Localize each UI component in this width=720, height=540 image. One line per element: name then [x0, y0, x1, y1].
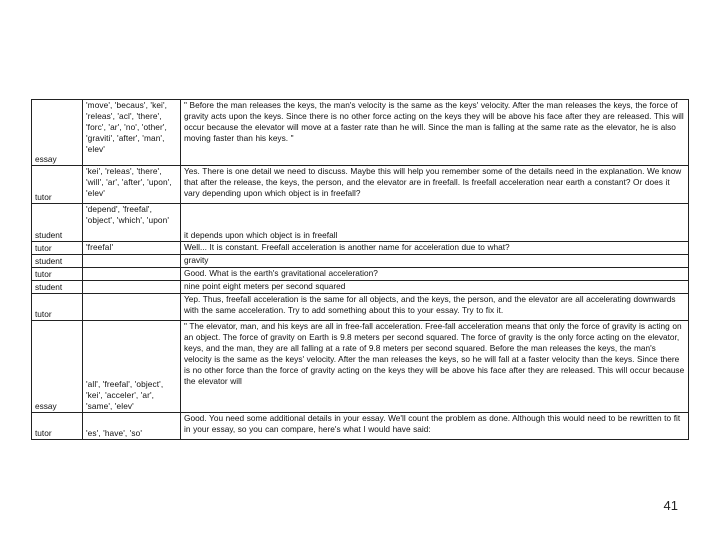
keywords-cell: 'es', 'have', 'so' — [83, 413, 181, 440]
utterance-cell: Yep. Thus, freefall acceleration is the same for all objects, and the keys, the person, and the elevator are all accelerating downwards with the same acceleration. Try to add something about this to your essay. Try to fix it. — [181, 294, 689, 321]
keywords-cell — [83, 294, 181, 321]
role-cell: tutor — [32, 413, 83, 440]
table-row — [32, 321, 689, 413]
utterance-cell: " The elevator, man, and his keys are all in free-fall acceleration. Free-fall acceleration means that only the force of gravity is acting on an object. The force of gravity on Earth is 9.8 meters per second squared. The force of gravity is the only force acting on the elevator, keys, and the man, they are all falling at a rate of 9.8 meters per second squared. Before the man releases the keys, the man's velocity is the same as the keys' velocity. After the man releases the keys, so he will fall at a faster velocity than the keys. Since there is no other force than the force of gravity acting on the keys they will be above his face after they are released. This will occur because the elevator will — [181, 321, 689, 413]
utterance-cell: nine point eight meters per second squared — [181, 281, 689, 294]
utterance-cell: it depends upon which object is in freefall — [181, 204, 689, 242]
table-row — [32, 294, 689, 321]
role-cell: student — [32, 204, 83, 242]
role-cell: student — [32, 255, 83, 268]
table-row — [32, 413, 689, 440]
role-cell: tutor — [32, 242, 83, 255]
keywords-cell: 'all', 'freefal', 'object', 'kei', 'acceler', 'ar', 'same', 'elev' — [83, 321, 181, 413]
utterance-cell: Yes. There is one detail we need to discuss. Maybe this will help you remember some of the details need in the explanation. We know that after the release, the keys, the person, and the elevator are in freefall. Is freefall acceleration near earth a constant? Or does it vary depending upon which object is in freefall? — [181, 166, 689, 204]
table-row — [32, 281, 689, 294]
role-cell: tutor — [32, 294, 83, 321]
keywords-cell — [83, 255, 181, 268]
table-row — [32, 242, 689, 255]
table-row — [32, 204, 689, 242]
role-cell: essay — [32, 321, 83, 413]
utterance-cell: " Before the man releases the keys, the man's velocity is the same as the keys' velocity. After the man releases the keys, the force of gravity acts upon the keys. Since there is no other force acting on the keys they will be above his face after they are released. This will occur because the elevator will move at a faster rate than he will. Since the man is falling at the same rate as the elevator, he is also moving faster than his keys. " — [181, 100, 689, 166]
utterance-cell: Well... It is constant. Freefall acceleration is another name for acceleration due to what? — [181, 242, 689, 255]
table-row — [32, 166, 689, 204]
role-cell: tutor — [32, 268, 83, 281]
dialogue-table — [31, 99, 689, 440]
keywords-cell: 'depend', 'freefal', 'object', 'which', 'upon' — [83, 204, 181, 242]
role-cell: student — [32, 281, 83, 294]
table-row — [32, 100, 689, 166]
page-number: 41 — [663, 498, 678, 513]
keywords-cell — [83, 281, 181, 294]
table-row — [32, 268, 689, 281]
keywords-cell: 'move', 'becaus', 'kei', 'releas', 'acl', 'there', 'forc', 'ar', 'no', 'other', 'graviti', 'after', 'man', 'elev' — [83, 100, 181, 166]
role-cell: tutor — [32, 166, 83, 204]
keywords-cell — [83, 268, 181, 281]
keywords-cell: 'freefal' — [83, 242, 181, 255]
utterance-cell: gravity — [181, 255, 689, 268]
utterance-cell: Good. What is the earth's gravitational acceleration? — [181, 268, 689, 281]
keywords-cell: 'kei', 'releas', 'there', 'will', 'ar', 'after', 'upon', 'elev' — [83, 166, 181, 204]
table-row — [32, 255, 689, 268]
role-cell: essay — [32, 100, 83, 166]
utterance-cell: Good. You need some additional details in your essay. We'll count the problem as done. Although this would need to be rewritten to fit in your essay, so you can compare, here's what I would have said: — [181, 413, 689, 440]
